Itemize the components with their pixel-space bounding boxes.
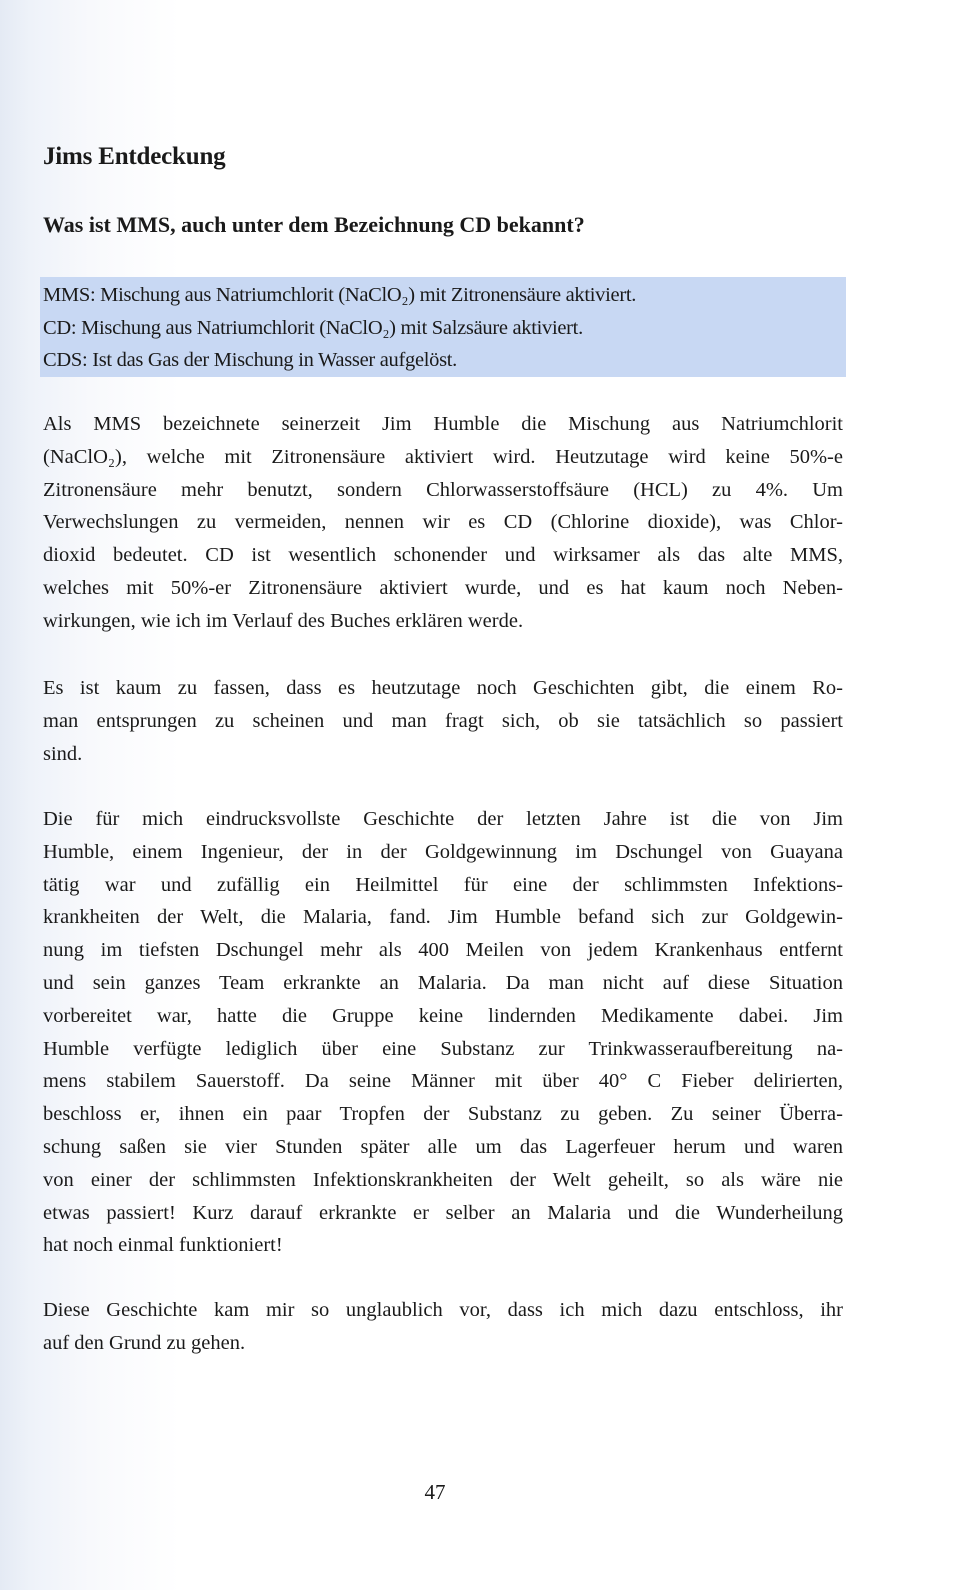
text-line: sind. [43, 742, 83, 765]
page-number: 47 [424, 1480, 446, 1504]
paragraph-conclusion [43, 1294, 843, 1360]
text-line: man entsprungen zu scheinen und man fragt sich, ob sie tatsächlich so passiert [43, 709, 843, 732]
text-line: und sein ganzes Team erkrankte an Malaria. Da man nicht auf diese Situation [43, 971, 843, 994]
text-line: hat noch einmal funktioniert! [43, 1234, 283, 1257]
text-line: welches mit 50%-er Zitronensäure aktiviert wurde, und es hat kaum noch Neben- [43, 576, 843, 599]
text-line: (NaClO₂), welche mit Zitronensäure aktiviert wird. Heutzutage wird keine 50%-e [43, 445, 843, 468]
text-line: etwas passiert! Kurz darauf erkrankte er selber an Malaria und die Wunderheilung [43, 1201, 843, 1224]
text-line: wirkungen, wie ich im Verlauf des Buches erklären werde. [43, 609, 524, 632]
chapter-title: Jims Entdeckung [43, 143, 226, 170]
definition-highlight-box [40, 277, 846, 377]
text-line: auf den Grund zu gehen. [43, 1331, 246, 1354]
text-line: Es ist kaum zu fassen, dass es heutzutage noch Geschichten gibt, die einem Ro- [43, 677, 843, 699]
text-line: Zitronensäure mehr benutzt, sondern Chlorwasserstoffsäure (HCL) zu 4%. Um [43, 478, 843, 501]
text-line: mens stabilem Sauerstoff. Da seine Männer mit über 40° C Fieber delirierten, [43, 1070, 843, 1093]
text-line: Diese Geschichte kam mir so unglaublich vor, dass ich mich dazu entschloss, ihr [43, 1299, 843, 1321]
text-line: nung im tiefsten Dschungel mehr als 400 Meilen von jedem Krankenhaus entfernt [43, 939, 843, 962]
paragraph-jim-humble-story [43, 803, 843, 1262]
text-line: Verwechslungen zu vermeiden, nennen wir es CD (Chlorine dioxide), was Chlor- [43, 511, 843, 534]
text-line: tätig war und zufällig ein Heilmittel für eine der schlimmsten Infektions- [43, 873, 843, 896]
text-line: von einer der schlimmsten Infektionskrankheiten der Welt geheilt, so als wäre nie [43, 1168, 843, 1191]
text-line: beschloss er, ihnen ein paar Tropfen der Substanz zu geben. Zu seiner Überra- [43, 1103, 843, 1126]
text-line: Die für mich eindrucksvollste Geschichte der letzten Jahre ist die von Jim [43, 808, 843, 830]
definition-cd: CD: Mischung aus Natriumchlorit (NaClO₂) mit Salzsäure aktiviert. [43, 316, 583, 339]
text-line: krankheiten der Welt, die Malaria, fand. Jim Humble befand sich zur Goldgewin- [43, 906, 843, 929]
text-line: Als MMS bezeichnete seinerzeit Jim Humble die Mischung aus Natriumchlorit [43, 413, 843, 435]
text-line: vorbereitet war, hatte die Gruppe keine lindernden Medikamente dabei. Jim [43, 1004, 843, 1027]
text-line: Humble, einem Ingenieur, der in der Goldgewinnung im Dschungel von Guayana [43, 840, 843, 863]
section-title: Was ist MMS, auch unter dem Bezeichnung CD bekannt? [43, 212, 585, 237]
paragraph-mms-explanation [43, 408, 843, 638]
paragraph-stories [43, 672, 843, 770]
text-line: schung saßen sie vier Stunden später alle um das Lagerfeuer herum und waren [43, 1135, 843, 1158]
text-line: dioxid bedeutet. CD ist wesentlich schonender und wirksamer als das alte MMS, [43, 544, 843, 567]
definition-cds: CDS: Ist das Gas der Mischung in Wasser aufgelöst. [43, 349, 457, 371]
definition-mms: MMS: Mischung aus Natriumchlorit (NaClO₂) mit Zitronensäure aktiviert. [43, 284, 637, 306]
text-line: Humble verfügte lediglich über eine Substanz zur Trinkwasseraufbereitung na- [43, 1037, 843, 1060]
